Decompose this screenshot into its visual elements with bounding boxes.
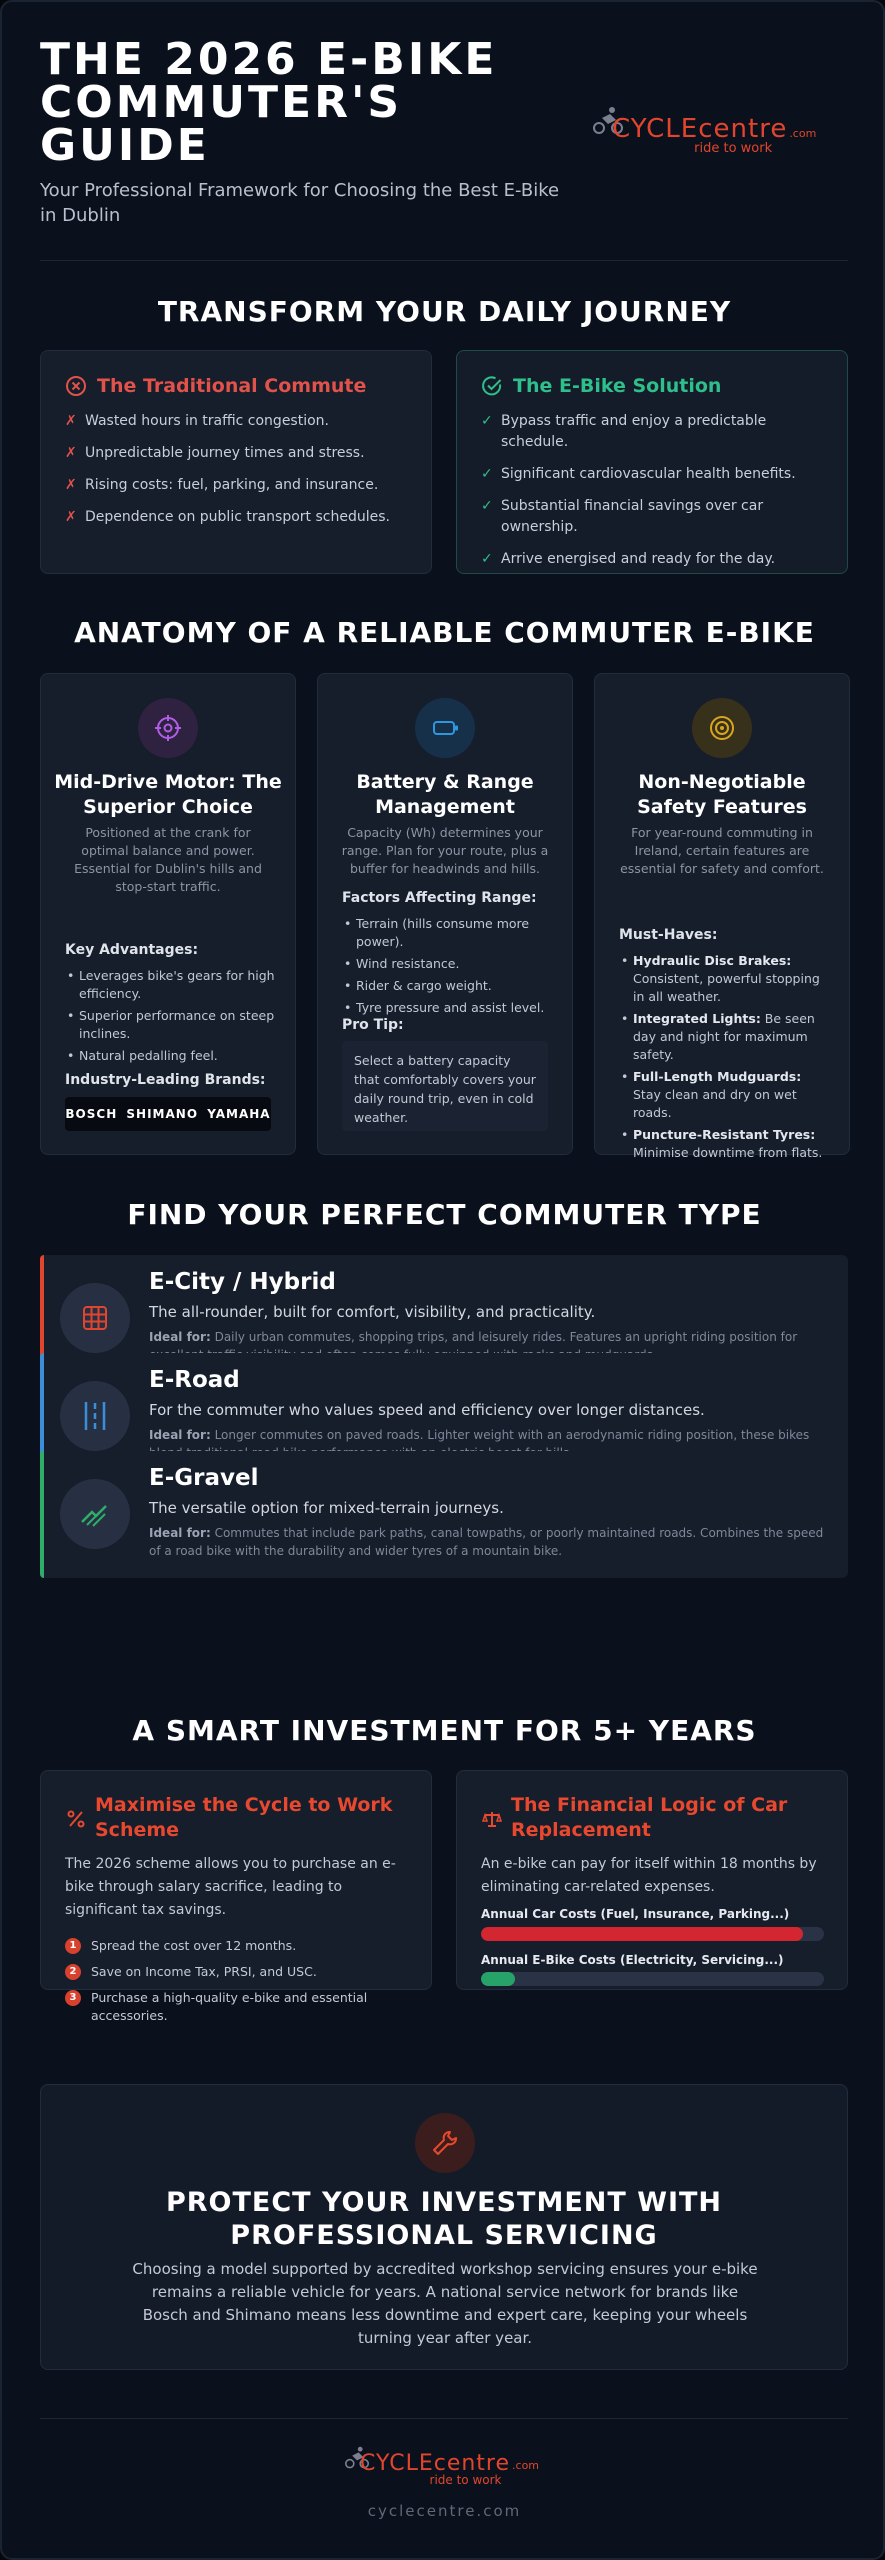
type-subtitle: For the commuter who values speed and efficiency over longer distances.	[149, 1401, 705, 1419]
type-icon-badge	[60, 1479, 130, 1549]
list-item: • Leverages bike's gears for high efficiency.	[65, 967, 275, 1003]
step-item	[65, 1963, 411, 1981]
list-item	[65, 443, 411, 464]
safety-icon-badge	[692, 698, 752, 758]
brands-label: Industry-Leading Brands:	[65, 1072, 266, 1088]
motor-advantages-label: Key Advantages:	[65, 942, 199, 958]
ideal-label: Ideal for:	[149, 1428, 211, 1442]
range-factors-label: Factors Affecting Range:	[342, 890, 537, 906]
list-item: • Rider & cargo weight.	[342, 977, 552, 995]
feature-text: Stay clean and dry on wet roads.	[633, 1087, 797, 1120]
main-title	[40, 34, 600, 171]
type-subtitle: The all-rounder, built for comfort, visibility, and practicality.	[149, 1303, 596, 1321]
list-item-text: Unpredictable journey times and stress.	[85, 445, 365, 461]
type-name: E-Road	[149, 1367, 240, 1393]
feature-text: Be seen day and night for maximum safety.	[633, 1011, 815, 1062]
x-circle-icon	[65, 375, 87, 397]
battery-card	[317, 673, 573, 1155]
scheme-body: The 2026 scheme allows you to purchase an e-bike through salary sacrifice, leading to significant tax savings.	[65, 1856, 396, 1918]
feature-name: Hydraulic Disc Brakes:	[633, 953, 792, 968]
check-icon: ✓	[481, 466, 493, 482]
list-item-text: Wasted hours in traffic congestion.	[85, 413, 329, 429]
title-line: PROTECT YOUR INVESTMENT WITH	[165, 2187, 723, 2218]
check-circle-icon	[481, 375, 503, 397]
type-ideal-for	[149, 1524, 832, 1560]
logo-com: .com	[789, 127, 817, 140]
list-item: • Terrain (hills consume more power).	[342, 915, 552, 951]
motor-icon-badge	[138, 698, 198, 758]
list-item-text: Bypass traffic and enjoy a predictable schedule.	[501, 413, 767, 450]
motor-description: Positioned at the crank for optimal balance and power. Essential for Dublin's hills and stop-start traffic.	[74, 825, 262, 894]
type-icon-badge	[60, 1283, 130, 1353]
servicing-title	[40, 2186, 848, 2252]
step-text: Save on Income Tax, PRSI, and USC.	[91, 1964, 317, 1979]
list-item	[619, 1126, 829, 1162]
list-item	[481, 496, 827, 538]
section-title-transform: TRANSFORM YOUR DAILY JOURNEY	[157, 295, 732, 328]
motor-advantages-list	[65, 967, 275, 1069]
cross-icon: ✗	[65, 413, 77, 429]
motor-title: Mid-Drive Motor: The Superior Choice	[54, 771, 282, 818]
brand-logo[interactable]	[590, 106, 816, 156]
solution-list	[481, 411, 827, 581]
ebike-cost-bar	[481, 1972, 824, 1986]
step-item	[65, 1989, 411, 2025]
gravel-path-icon	[79, 1500, 111, 1528]
motor-gear-icon	[153, 713, 183, 743]
car-cost-label: Annual Car Costs (Fuel, Insurance, Parking...)	[481, 1907, 790, 1921]
step-number: 3	[65, 1990, 81, 2006]
check-icon: ✓	[481, 551, 493, 567]
scheme-title: Maximise the Cycle to Work Scheme	[95, 1794, 393, 1841]
pro-tip-label: Pro Tip:	[342, 1017, 404, 1033]
cycle-to-work-card	[40, 1770, 432, 2023]
divider	[40, 260, 848, 261]
section-title-types: FIND YOUR PERFECT COMMUTER TYPE	[127, 1198, 762, 1231]
must-haves-label: Must-Haves:	[619, 927, 718, 943]
list-item	[65, 475, 411, 496]
list-item	[65, 411, 411, 432]
list-item	[619, 1068, 829, 1122]
list-item	[481, 411, 827, 453]
ideal-label: Ideal for:	[149, 1526, 211, 1540]
logo-cycle: CYCLE	[360, 2451, 434, 2476]
traditional-commute-title: The Traditional Commute	[97, 375, 367, 397]
list-item	[619, 952, 829, 1006]
ideal-label: Ideal for:	[149, 1330, 211, 1344]
battery-icon	[430, 713, 460, 743]
list-item	[65, 507, 411, 528]
traditional-commute-card	[40, 350, 432, 574]
list-item: • Superior performance on steep inclines.	[65, 1007, 275, 1043]
ebike-solution-title: The E-Bike Solution	[513, 375, 722, 397]
percent-icon	[65, 1795, 87, 1843]
brake-disc-icon	[707, 713, 737, 743]
scale-icon	[481, 1795, 503, 1843]
brands-box: BOSCH SHIMANO YAMAHA	[65, 1097, 271, 1131]
pro-tip-box: Select a battery capacity that comfortably covers your daily round trip, even in cold weather.	[342, 1041, 548, 1131]
car-cost-bar-fill	[481, 1927, 803, 1941]
logo-centre: centre	[433, 2451, 511, 2476]
feature-name: Full-Length Mudguards:	[633, 1069, 802, 1084]
safety-description: For year-round commuting in Ireland, certain features are essential for safety and comfort.	[620, 825, 824, 876]
footer-logo[interactable]	[342, 2446, 539, 2487]
list-item-text: Significant cardiovascular health benefits.	[501, 466, 796, 482]
city-grid-icon	[81, 1304, 109, 1332]
divider	[40, 2418, 848, 2419]
range-factors-list	[342, 915, 552, 1021]
feature-name: Puncture-Resistant Tyres:	[633, 1127, 816, 1142]
scheme-steps	[65, 1937, 411, 2033]
wrench-icon	[430, 2128, 460, 2158]
cross-icon: ✗	[65, 477, 77, 493]
traditional-list	[65, 411, 411, 539]
cross-icon: ✗	[65, 509, 77, 525]
logic-body: An e-bike can pay for itself within 18 months by eliminating car-related expenses.	[481, 1856, 817, 1895]
list-item-text: Dependence on public transport schedules.	[85, 509, 390, 525]
ideal-text: Daily urban commutes, shopping trips, and leisurely rides. Features an upright riding position for	[214, 1330, 798, 1344]
battery-title: Battery & Range Management	[356, 771, 534, 818]
logo-centre: centre	[698, 114, 788, 144]
servicing-body: Choosing a model supported by accredited workshop servicing ensures your e-bike remains a reliable vehicle for years. A national service network for brands like Bosch and Shimano means less downtime and expert care, keeping your wheels turning year after year.	[132, 2260, 758, 2347]
section-title-anatomy: ANATOMY OF A RELIABLE COMMUTER E-BIKE	[74, 616, 815, 649]
car-cost-bar	[481, 1927, 824, 1941]
motor-card	[40, 673, 296, 1155]
step-item	[65, 1937, 411, 1955]
battery-icon-badge	[415, 698, 475, 758]
ebike-solution-card	[456, 350, 848, 574]
ebike-cost-bar-fill	[481, 1972, 515, 1986]
must-haves-list	[619, 952, 829, 1166]
feature-name: Integrated Lights:	[633, 1011, 761, 1026]
type-card-egravel[interactable]	[40, 1451, 848, 1578]
footer-url[interactable]: cyclecentre.com	[367, 2502, 522, 2520]
ideal-text: Longer commutes on paved roads. Lighter weight with an aerodynamic riding position, these bikes	[214, 1428, 810, 1442]
type-name: E-Gravel	[149, 1465, 259, 1491]
logic-title: The Financial Logic of Car Replacement	[511, 1794, 788, 1841]
logo-tagline: ride to work	[429, 2473, 502, 2487]
scheme-heading	[65, 1793, 411, 1843]
title-line: PROFESSIONAL SERVICING	[230, 2220, 658, 2251]
list-item	[481, 549, 827, 570]
list-item	[481, 464, 827, 485]
type-subtitle: The versatile option for mixed-terrain journeys.	[149, 1499, 504, 1517]
type-icon-badge	[60, 1381, 130, 1451]
feature-text: Consistent, powerful stopping in all weather.	[633, 971, 820, 1004]
logic-heading	[481, 1793, 827, 1843]
check-icon: ✓	[481, 413, 493, 429]
title-line: THE 2026 E-BIKE	[40, 34, 498, 85]
step-number: 2	[65, 1964, 81, 1980]
section-title-investment: A SMART INVESTMENT FOR 5+ YEARS	[132, 1714, 757, 1747]
step-text: Purchase a high-quality e-bike and essential accessories.	[91, 1990, 368, 2023]
title-line: COMMUTER'S	[40, 77, 403, 128]
logo-tagline: ride to work	[694, 141, 773, 156]
accent-bar	[40, 1451, 44, 1578]
list-item: • Wind resistance.	[342, 955, 552, 973]
type-name: E-City / Hybrid	[149, 1269, 336, 1295]
subtitle: Your Professional Framework for Choosing the Best E-Bike in Dublin	[40, 180, 560, 226]
battery-description: Capacity (Wh) determines your range. Plan for your route, plus a buffer for headwinds and hills.	[341, 825, 549, 876]
step-number: 1	[65, 1938, 81, 1954]
logo-cycle: CYCLE	[612, 114, 699, 144]
check-icon: ✓	[481, 498, 493, 514]
step-text: Spread the cost over 12 months.	[91, 1938, 297, 1953]
list-item-text: Rising costs: fuel, parking, and insurance.	[85, 477, 379, 493]
logo-com: .com	[512, 2459, 540, 2472]
list-item: • Natural pedalling feel.	[65, 1047, 275, 1065]
feature-text: Minimise downtime from flats.	[633, 1145, 823, 1160]
safety-card	[594, 673, 850, 1160]
ideal-text: Commutes that include park paths, canal towpaths, or poorly maintained roads. Combines the speed of a road bike with the durability and wider tyres of a mountain bike.	[149, 1526, 824, 1558]
road-lanes-icon	[81, 1400, 109, 1432]
ebike-cost-label: Annual E-Bike Costs (Electricity, Servicing...)	[481, 1953, 784, 1967]
title-line: GUIDE	[40, 120, 210, 171]
cross-icon: ✗	[65, 445, 77, 461]
list-item-text: Substantial financial savings over car ownership.	[501, 498, 764, 535]
safety-title: Non-Negotiable Safety Features	[637, 771, 807, 818]
list-item-text: Arrive energised and ready for the day.	[501, 551, 776, 567]
list-item: • Tyre pressure and assist level.	[342, 999, 552, 1017]
financial-logic-card	[456, 1770, 848, 1990]
list-item	[619, 1010, 829, 1064]
servicing-icon-badge	[415, 2113, 475, 2173]
